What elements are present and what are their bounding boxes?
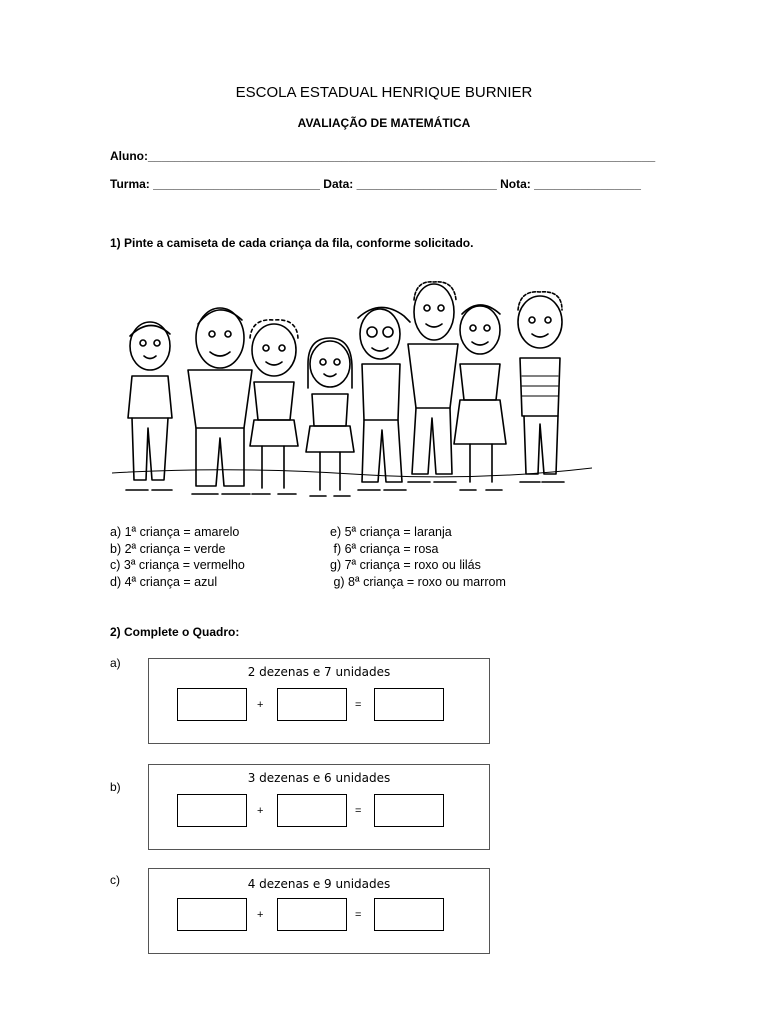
answer-box-units-c[interactable] <box>277 898 347 931</box>
answer-box-total-c[interactable] <box>374 898 444 931</box>
child-2-figure <box>188 308 252 494</box>
color-item: d) 4ª criança = azul <box>110 574 218 589</box>
plus-sign: + <box>257 805 264 817</box>
answer-box-tens-c[interactable] <box>177 898 247 931</box>
answer-box-units-a[interactable] <box>277 688 347 721</box>
decomposition-box-c <box>148 868 490 954</box>
plus-sign: + <box>257 699 264 711</box>
box-b-label: 3 dezenas e 6 unidades <box>247 771 391 785</box>
color-item: c) 3ª criança = vermelho <box>110 558 245 572</box>
color-item: b) 2ª criança = verde <box>110 541 226 556</box>
question-1-title: 1) Pinte a camiseta de cada criança da fila, conforme solicitado. <box>110 236 474 250</box>
answer-box-tens-b[interactable] <box>177 794 247 827</box>
decomposition-box-a <box>148 658 490 744</box>
box-a-label: 2 dezenas e 7 unidades <box>247 665 391 679</box>
children-line-illustration <box>112 268 592 503</box>
answer-box-total-b[interactable] <box>374 794 444 827</box>
equals-sign: = <box>355 699 362 711</box>
class-date-grade-line: Turma: _________________________ Data: _____________________ Nota: ________________ <box>110 177 641 191</box>
box-c-label: 4 dezenas e 9 unidades <box>247 877 391 891</box>
answer-box-units-b[interactable] <box>277 794 347 827</box>
child-3-figure <box>250 320 298 494</box>
decomposition-box-b <box>148 764 490 850</box>
child-7-figure <box>454 305 506 490</box>
color-item: a) 1ª criança = amarelo <box>110 525 240 539</box>
child-6-figure <box>408 282 458 482</box>
item-letter-b: b) <box>110 780 121 794</box>
equals-sign: = <box>355 805 362 817</box>
exam-title: AVALIAÇÃO DE MATEMÁTICA <box>297 116 471 130</box>
child-1-figure <box>126 322 172 490</box>
color-item: f) 6ª criança = rosa <box>330 541 439 556</box>
student-name-line: Aluno:____________________________________________________________________________ <box>110 149 656 163</box>
answer-box-total-a[interactable] <box>374 688 444 721</box>
color-item: e) 5ª criança = laranja <box>330 525 452 539</box>
answer-box-tens-a[interactable] <box>177 688 247 721</box>
plus-sign: + <box>257 909 264 921</box>
item-letter-c: c) <box>110 873 120 887</box>
school-name: ESCOLA ESTADUAL HENRIQUE BURNIER <box>235 84 533 101</box>
equals-sign: = <box>355 909 362 921</box>
child-5-figure <box>358 307 410 490</box>
item-letter-a: a) <box>110 656 121 670</box>
child-8-figure <box>518 292 564 482</box>
color-item: g) 7ª criança = roxo ou lilás <box>330 558 481 572</box>
color-item: g) 8ª criança = roxo ou marrom <box>330 574 506 589</box>
color-instructions <box>110 524 550 590</box>
question-2-title: 2) Complete o Quadro: <box>110 625 240 639</box>
